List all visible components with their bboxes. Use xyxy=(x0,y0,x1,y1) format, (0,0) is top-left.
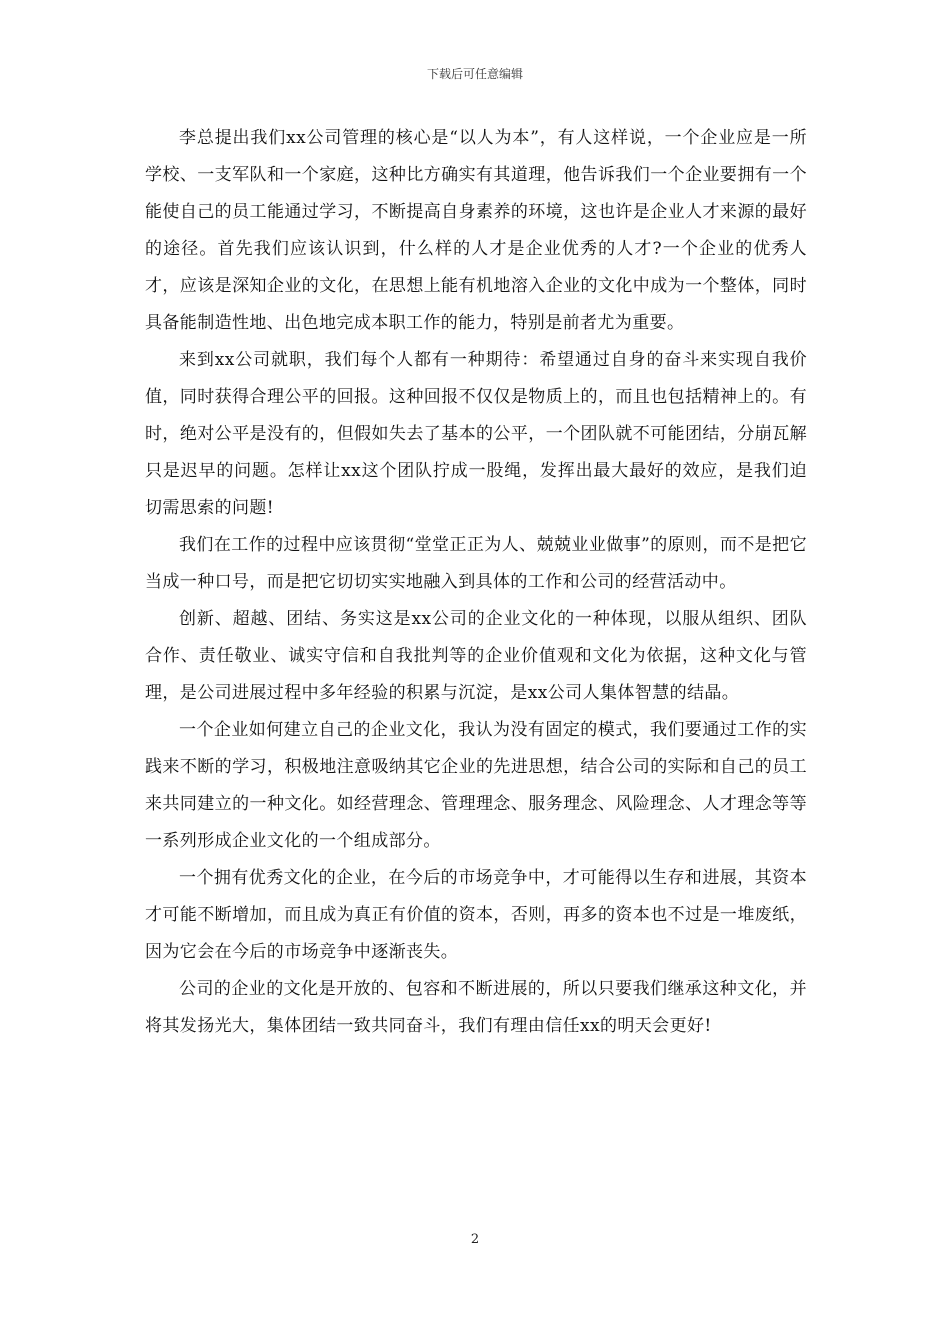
page-number: 2 xyxy=(470,1232,480,1247)
page-header: 下载后可任意编辑 xyxy=(426,67,523,81)
paragraph-5: 一个企业如何建立自己的企业文化，我认为没有固定的模式，我们要通过工作的实践来不断的学习，积极地注意吸纳其它企业的先进思想，结合公司的实际和自己的员工来共同建立的一种文化。如经营理念、管理理念、服务理念、风险理念、人才理念等等一系列形成企业文化的一个组成部分。 xyxy=(145,720,807,851)
paragraph-2: 来到xx公司就职，我们每个人都有一种期待：希望通过自身的奋斗来实现自我价值，同时获得合理公平的回报。这种回报不仅仅是物质上的，而且也包括精神上的。有时，绝对公平是没有的，但假如失去了基本的公平，一个团队就不可能团结，分崩瓦解只是迟早的问题。怎样让xx这个团队拧成一股绳，发挥出最大最好的效应，是我们迫切需思索的问题! xyxy=(145,350,807,518)
document-body xyxy=(145,120,807,1045)
paragraph-7: 公司的企业的文化是开放的、包容和不断进展的，所以只要我们继承这种文化，并将其发扬光大，集体团结一致共同奋斗，我们有理由信任xx的明天会更好! xyxy=(145,979,807,1036)
paragraph-4: 创新、超越、团结、务实这是xx公司的企业文化的一种体现，以服从组织、团队合作、责任敬业、诚实守信和自我批判等的企业价值观和文化为依据，这种文化与管理，是公司进展过程中多年经验的积累与沉淀，是xx公司人集体智慧的结晶。 xyxy=(145,609,807,703)
paragraph-1: 李总提出我们xx公司管理的核心是“以人为本”，有人这样说，一个企业应是一所学校、一支军队和一个家庭，这种比方确实有其道理，他告诉我们一个企业要拥有一个能使自己的员工能通过学习，不断提高自身素养的环境，这也许是企业人才来源的最好的途径。首先我们应该认识到，什么样的人才是企业优秀的人才?一个企业的优秀人才，应该是深知企业的文化，在思想上能有机地溶入企业的文化中成为一个整体，同时具备能制造性地、出色地完成本职工作的能力，特别是前者尤为重要。 xyxy=(145,128,807,333)
paragraph-6: 一个拥有优秀文化的企业，在今后的市场竞争中，才可能得以生存和进展，其资本才可能不断增加，而且成为真正有价值的资本，否则，再多的资本也不过是一堆废纸，因为它会在今后的市场竞争中逐渐丧失。 xyxy=(145,868,807,962)
paragraph-3: 我们在工作的过程中应该贯彻“堂堂正正为人、兢兢业业做事”的原则，而不是把它当成一种口号，而是把它切切实实地融入到具体的工作和公司的经营活动中。 xyxy=(145,535,807,592)
